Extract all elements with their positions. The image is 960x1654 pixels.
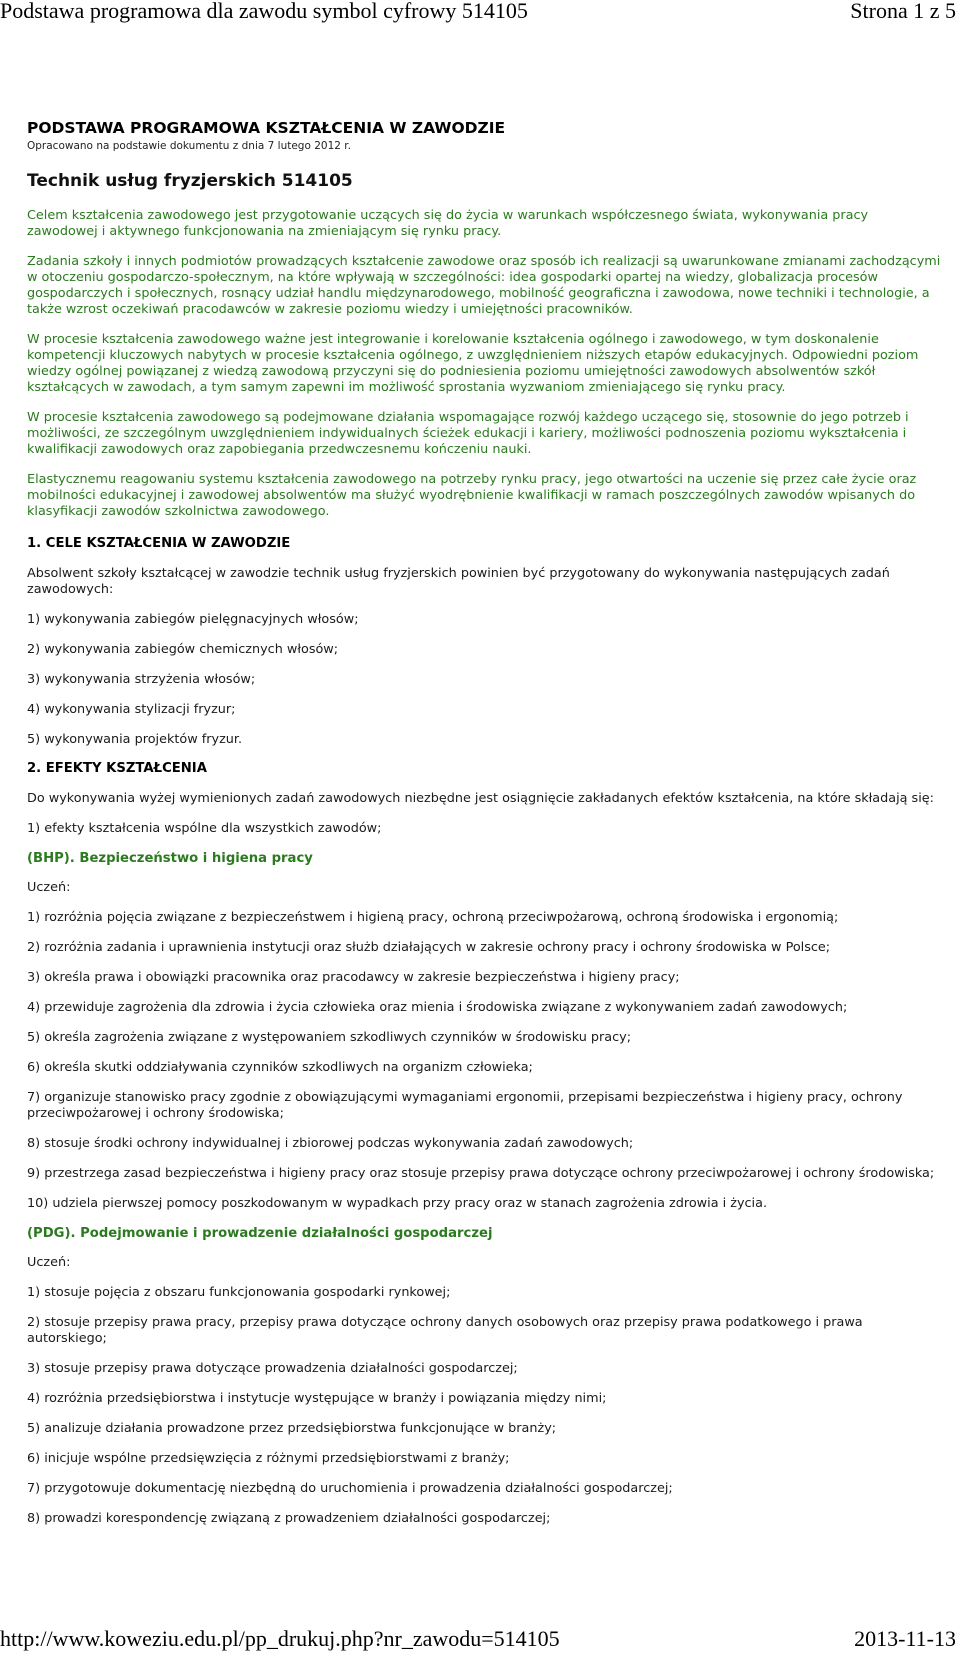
list-item: 6) określa skutki oddziaływania czynników szkodliwych na organizm człowieka; (27, 1060, 533, 1075)
list-item: 7) przygotowuje dokumentację niezbędną do uruchomienia i prowadzenia działalności gospodarczej; (27, 1481, 673, 1496)
list-item: 1) wykonywania zabiegów pielęgnacyjnych włosów; (27, 612, 359, 627)
subsection-heading-bhp: (BHP). Bezpieczeństwo i higiena pracy (27, 851, 313, 866)
list-item: 4) wykonywania stylizacji fryzur; (27, 702, 236, 717)
print-header (0, 0, 960, 26)
list-item: 1) efekty kształcenia wspólne dla wszystkich zawodów; (27, 821, 382, 836)
list-item: 2) stosuje przepisy prawa pracy, przepisy prawa dotyczące ochrony danych osobowych oraz przepisy prawa podatkowego i prawa autorskiego; (27, 1315, 863, 1346)
print-footer-date: 2013-11-13 (854, 1626, 956, 1651)
print-footer (0, 1628, 960, 1654)
student-label: Uczeń: (27, 1255, 71, 1270)
list-item: 5) wykonywania projektów fryzur. (27, 732, 243, 747)
list-item: 2) wykonywania zabiegów chemicznych włosów; (27, 642, 339, 657)
document-body (27, 118, 942, 1527)
list-item: 6) inicjuje wspólne przedsięwzięcia z różnymi przedsiębiorstwami z branży; (27, 1451, 510, 1466)
profession-title: Technik usług fryzjerskich 514105 (27, 171, 353, 191)
list-item: 10) udziela pierwszej pomocy poszkodowanym w wypadkach przy pracy oraz w stanach zagrożenia zdrowia i życia. (27, 1196, 768, 1211)
list-item: 1) rozróżnia pojęcia związane z bezpieczeństwem i higieną pracy, ochroną przeciwpożarową, ochroną środowiska i ergonomią; (27, 910, 839, 925)
intro-paragraph: Zadania szkoły i innych podmiotów prowadzących kształcenie zawodowe oraz sposób ich realizacji są uwarunkowane zmianami zachodzącymi w otoczeniu gospodarczo-społecznym, na które wpływają w szczególności: idea gospodarki opartej na wiedzy, globalizacja procesów gospodarczych i społecznych, rosnący udział handlu międzynarodowego, mobilność geograficzna i zawodowa, nowe techniki i technologie, a także wzrost oczekiwań pracodawców w zakresie poziomu wiedzy i umiejętności pracowników. (27, 254, 941, 317)
section-heading-goals: 1. CELE KSZTAŁCENIA W ZAWODZIE (27, 536, 291, 551)
intro-paragraph: Elastycznemu reagowaniu systemu kształcenia zawodowego na potrzeby rynku pracy, jego otwartości na uczenie się przez całe życie oraz mobilności edukacyjnej i zawodowej absolwentów ma służyć wyodrębnienie kwalifikacji w ramach poszczególnych zawodów wpisanych do klasyfikacji zawodów szkolnictwa zawodowego. (27, 472, 917, 519)
list-item: 8) prowadzi korespondencję związaną z prowadzeniem działalności gospodarczej; (27, 1511, 551, 1526)
intro-paragraph: W procesie kształcenia zawodowego są podejmowane działania wspomagające rozwój każdego uczącego się, stosownie do jego potrzeb i możliwości, ze szczególnym uwzględnieniem indywidualnych ścieżek edukacji i kariery, możliwości podnoszenia poziomu wykształcenia i kwalifikacji zawodowych oraz zapobiegania przedwczesnemu kończeniu nauki. (27, 410, 909, 457)
section-lead: Absolwent szkoły kształcącej w zawodzie technik usług fryzjerskich powinien być przygotowany do wykonywania następujących zadań zawodowych: (27, 566, 890, 597)
section-lead: Do wykonywania wyżej wymienionych zadań zawodowych niezbędne jest osiągnięcie zakładanych efektów kształcenia, na które składają się: (27, 791, 934, 806)
list-item: 3) określa prawa i obowiązki pracownika oraz pracodawcy w zakresie bezpieczeństwa i higieny pracy; (27, 970, 680, 985)
section-heading-effects: 2. EFEKTY KSZTAŁCENIA (27, 761, 207, 776)
list-item: 7) organizuje stanowisko pracy zgodnie z obowiązującymi wymaganiami ergonomii, przepisami bezpieczeństwa i higieny pracy, ochrony przeciwpożarowej i ochrony środowiska; (27, 1090, 903, 1121)
print-header-page-number: Strona 1 z 5 (850, 0, 956, 23)
student-label: Uczeń: (27, 880, 71, 895)
intro-paragraph: W procesie kształcenia zawodowego ważne jest integrowanie i korelowanie kształcenia ogólnego i zawodowego, w tym doskonalenie kompetencji kluczowych nabytych w procesie kształcenia ogólnego, z uwzględnieniem niższych etapów edukacyjnych. Odpowiedni poziom wiedzy ogólnej powiązanej z wiedzą zawodową przyczyni się do podniesienia poziomu umiejętności zawodowych absolwentów szkół kształcących w zawodach, a tym samym zapewni im możliwość sprostania wyzwaniom zmieniającego się rynku pracy. (27, 332, 919, 395)
subsection-heading-pdg: (PDG). Podejmowanie i prowadzenie działalności gospodarczej (27, 1226, 493, 1241)
list-item: 8) stosuje środki ochrony indywidualnej i zbiorowej podczas wykonywania zadań zawodowych; (27, 1136, 634, 1151)
intro-paragraph: Celem kształcenia zawodowego jest przygotowanie uczących się do życia w warunkach współczesnego świata, wykonywania pracy zawodowej i aktywnego funkcjonowania na zmieniającym się rynku pracy. (27, 208, 869, 239)
list-item: 4) przewiduje zagrożenia dla zdrowia i życia człowieka oraz mienia i środowiska związane z wykonywaniem zadań zawodowych; (27, 1000, 848, 1015)
list-item: 3) wykonywania strzyżenia włosów; (27, 672, 256, 687)
print-header-title: Podstawa programowa dla zawodu symbol cyfrowy 514105 (0, 0, 528, 23)
list-item: 4) rozróżnia przedsiębiorstwa i instytucje występujące w branży i powiązania między nimi; (27, 1391, 607, 1406)
document-subtitle: Opracowano na podstawie dokumentu z dnia 7 lutego 2012 r. (27, 140, 351, 152)
list-item: 3) stosuje przepisy prawa dotyczące prowadzenia działalności gospodarczej; (27, 1361, 518, 1376)
document-title: PODSTAWA PROGRAMOWA KSZTAŁCENIA W ZAWODZIE (27, 119, 506, 137)
list-item: 5) analizuje działania prowadzone przez przedsiębiorstwa funkcjonujące w branży; (27, 1421, 557, 1436)
list-item: 2) rozróżnia zadania i uprawnienia instytucji oraz służb działających w zakresie ochrony pracy i ochrony środowiska w Polsce; (27, 940, 831, 955)
list-item: 1) stosuje pojęcia z obszaru funkcjonowania gospodarki rynkowej; (27, 1285, 451, 1300)
print-footer-url: http://www.koweziu.edu.pl/pp_drukuj.php?nr_zawodu=514105 (0, 1626, 560, 1651)
list-item: 5) określa zagrożenia związane z występowaniem szkodliwych czynników w środowisku pracy; (27, 1030, 632, 1045)
list-item: 9) przestrzega zasad bezpieczeństwa i higieny pracy oraz stosuje przepisy prawa dotyczące ochrony przeciwpożarowej i ochrony środowiska; (27, 1166, 935, 1181)
